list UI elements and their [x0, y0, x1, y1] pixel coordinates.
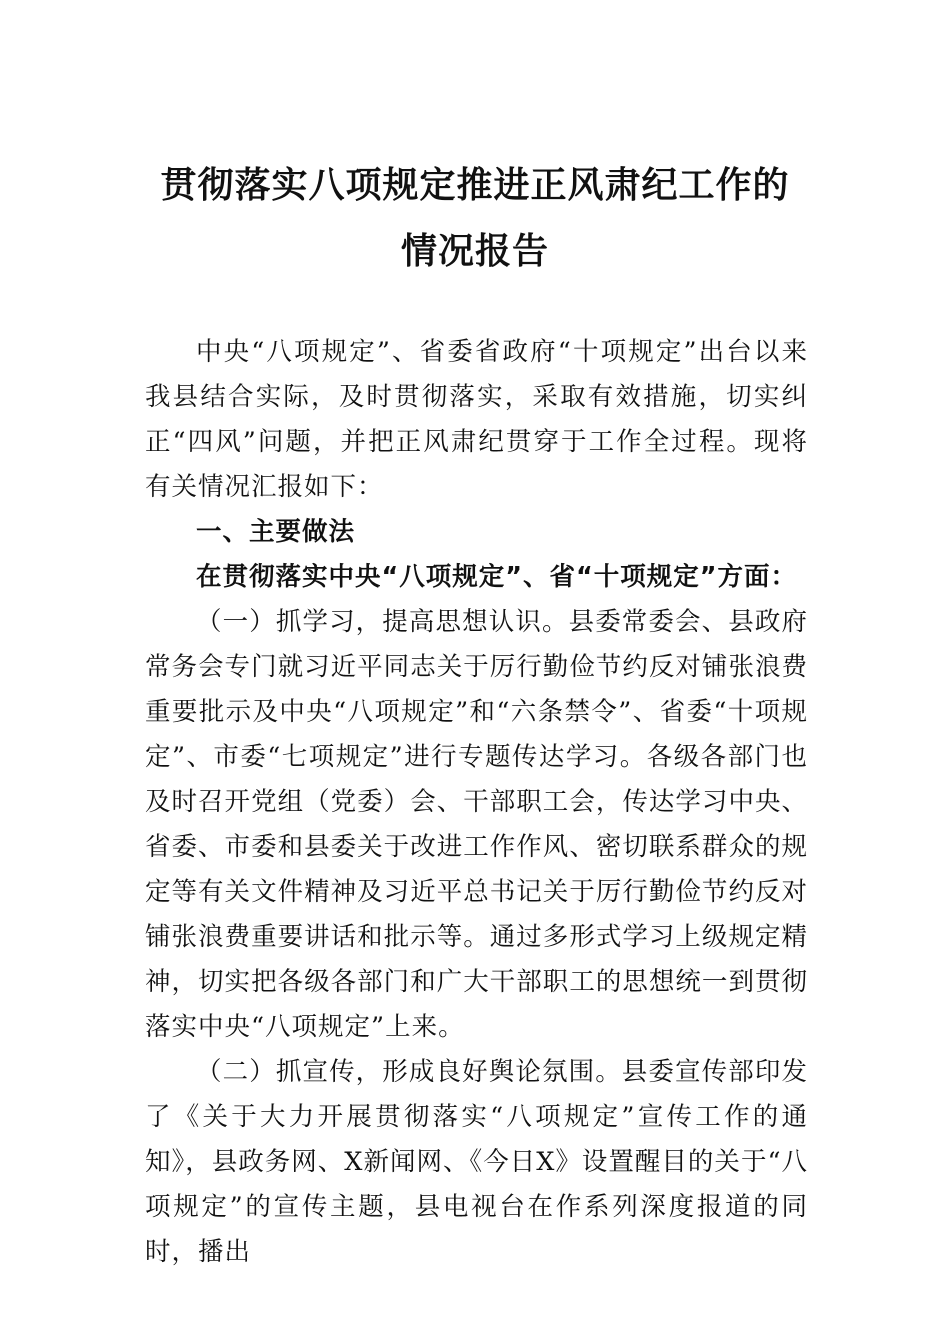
document-title: 贯彻落实八项规定推进正风肃纪工作的情况报告: [160, 164, 790, 272]
paragraph-publicity: （二）抓宣传，形成良好舆论氛围。县委宣传部印发了《关于大力开展贯彻落实“八项规定”宣传工作的通知》，县政务网、X新闻网、《今日X》设置醒目的关于“八项规定”的宣传主题，县电视台在作系列深度报道的同时，播出: [145, 1057, 808, 1267]
document-body: [145, 330, 808, 1275]
intro-paragraph: 中央“八项规定”、省委省政府“十项规定”出台以来我县结合实际，及时贯彻落实，采取有效措施，切实纠正“四风”问题，并把正风肃纪贯穿于工作全过程。现将有关情况汇报如下：: [145, 337, 808, 502]
subsection-heading: 在贯彻落实中央“八项规定”、省“十项规定”方面：: [196, 562, 798, 592]
paragraph-study: （一）抓学习，提高思想认识。县委常委会、县政府常务会专门就习近平同志关于厉行勤俭节约反对铺张浪费重要批示及中央“八项规定”和“六条禁令”、省委“十项规定”、市委“七项规定”进行专题传达学习。各级各部门也及时召开党组（党委）会、干部职工会，传达学习中央、省委、市委和县委关于改进工作作风、密切联系群众的规定等有关文件精神及习近平总书记关于厉行勤俭节约反对铺张浪费重要讲话和批示等。通过多形式学习上级规定精神，切实把各级各部门和广大干部职工的思想统一到贯彻落实中央“八项规定”上来。: [145, 607, 808, 1042]
section-heading-main-practices: 一、主要做法: [196, 517, 356, 547]
